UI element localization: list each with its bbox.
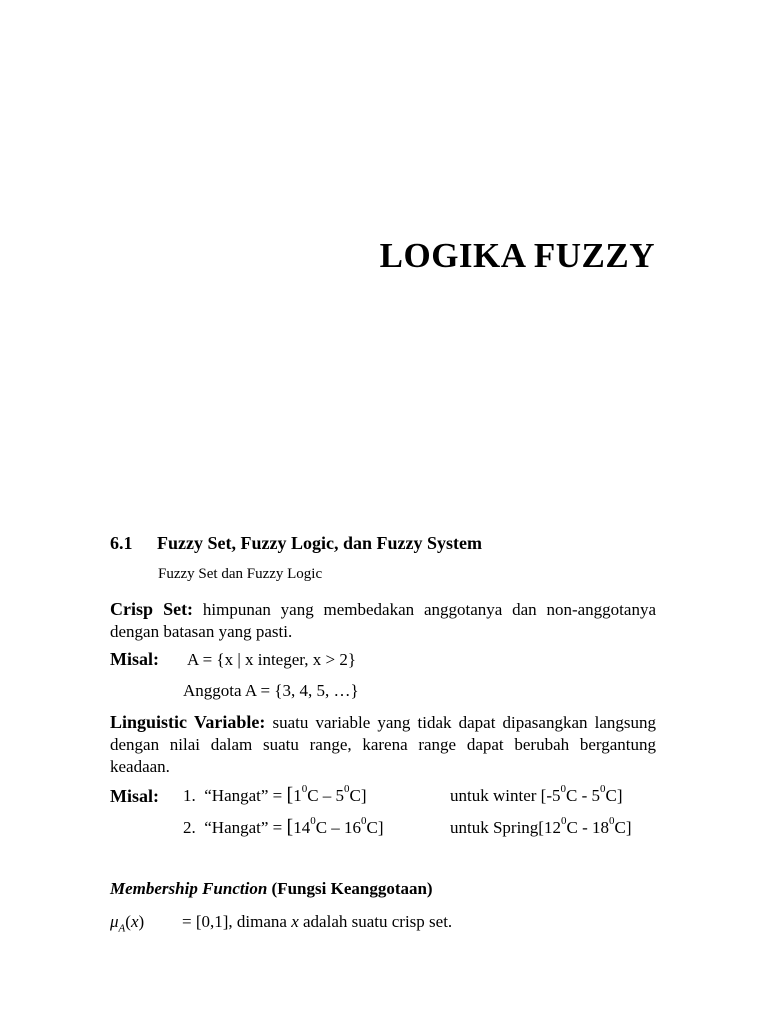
example-item-1: 1. “Hangat” = $[1^0C - 5^0C]$ — [183, 783, 367, 806]
unit: C — [349, 786, 361, 805]
example-note-1: untuk winter $[-5^0C - 5^0C]$ — [450, 783, 623, 805]
unit: C — [366, 818, 378, 837]
membership-definition — [182, 912, 452, 932]
membership-function-translation: (Fungsi Keanggotaan) — [267, 879, 433, 898]
degree-sup: 0 — [301, 783, 308, 795]
item-number: 2. — [183, 818, 196, 837]
crisp-set-definition — [110, 598, 656, 643]
example-label-1: Misal: — [110, 649, 159, 669]
set-definition: A = {x | x integer, x > 2} — [187, 650, 357, 669]
note-low: -5 — [546, 786, 561, 805]
example-label-2: Misal: — [110, 786, 159, 806]
definition-suffix: adalah suatu crisp set. — [298, 912, 453, 931]
unit: C — [605, 786, 617, 805]
unit: C — [566, 786, 578, 805]
arg-open: ( — [125, 912, 131, 931]
degree-sup: 0 — [609, 815, 615, 827]
degree-sup: 0 — [361, 815, 367, 827]
note-low: 12 — [543, 818, 561, 837]
unit: C — [307, 786, 319, 805]
mu-symbol: μ — [110, 912, 119, 931]
section-number: 6.1 — [110, 533, 133, 553]
unit: C — [614, 818, 626, 837]
set-members: Anggota A = {3, 4, 5, …} — [183, 681, 359, 700]
note-prefix: untuk winter [ — [450, 786, 547, 805]
section-title: Fuzzy Set, Fuzzy Logic, dan Fuzzy System — [157, 533, 482, 553]
note-suffix: ] — [616, 786, 623, 805]
example-note-2: untuk $Spring[12^0C - 18^0C]$ — [450, 815, 632, 837]
mu-subscript: A — [118, 922, 126, 935]
item-number: 1. — [183, 786, 196, 805]
note-suffix: ] — [625, 818, 632, 837]
arg-close: ) — [138, 912, 145, 931]
membership-function-heading — [110, 879, 433, 899]
note-high: 18 — [592, 818, 609, 837]
definition-variable: x — [291, 912, 299, 931]
linguistic-variable-text: suatu variable yang tidak dapat dipasangkan langsung dengan nilai dalam suatu range, karena range dapat berubah bergantung keadaan. — [110, 713, 656, 776]
linguistic-variable-definition — [110, 711, 656, 778]
note-prefix: untuk Spring[ — [450, 818, 544, 837]
range-high: 5 — [335, 786, 345, 805]
membership-function-title: Membership Function — [110, 879, 268, 898]
section-subtitle: Fuzzy Set dan Fuzzy Logic — [158, 566, 323, 582]
crisp-set-label: Crisp Set: — [110, 599, 194, 619]
degree-sup: 0 — [344, 783, 350, 795]
degree-sup: 0 — [560, 783, 566, 795]
mu-argument: x — [130, 912, 139, 931]
linguistic-variable-label: Linguistic Variable: — [110, 712, 266, 732]
degree-sup: 0 — [310, 815, 316, 827]
unit: C — [566, 818, 578, 837]
note-high: 5 — [591, 786, 601, 805]
definition-prefix: = [0,1], dimana — [182, 912, 292, 931]
unit: C — [315, 818, 328, 837]
membership-symbol — [110, 912, 144, 934]
chapter-title: LOGIKA FUZZY — [379, 236, 655, 275]
range-low: 14 — [293, 818, 311, 837]
section-heading — [110, 533, 482, 554]
degree-sup: 0 — [560, 815, 567, 827]
example-item-2: 2. “Hangat” = $[14^0C - 16^0C]$ — [183, 815, 384, 838]
item-term: “Hangat” = — [204, 786, 287, 805]
crisp-set-text: himpunan yang membedakan anggotanya dan non-anggotanya dengan batasan yang pasti. — [110, 600, 657, 641]
range-low: 1 — [293, 786, 302, 805]
range-high: 16 — [344, 818, 362, 837]
item-term: “Hangat” = — [204, 818, 287, 837]
degree-sup: 0 — [600, 783, 606, 795]
